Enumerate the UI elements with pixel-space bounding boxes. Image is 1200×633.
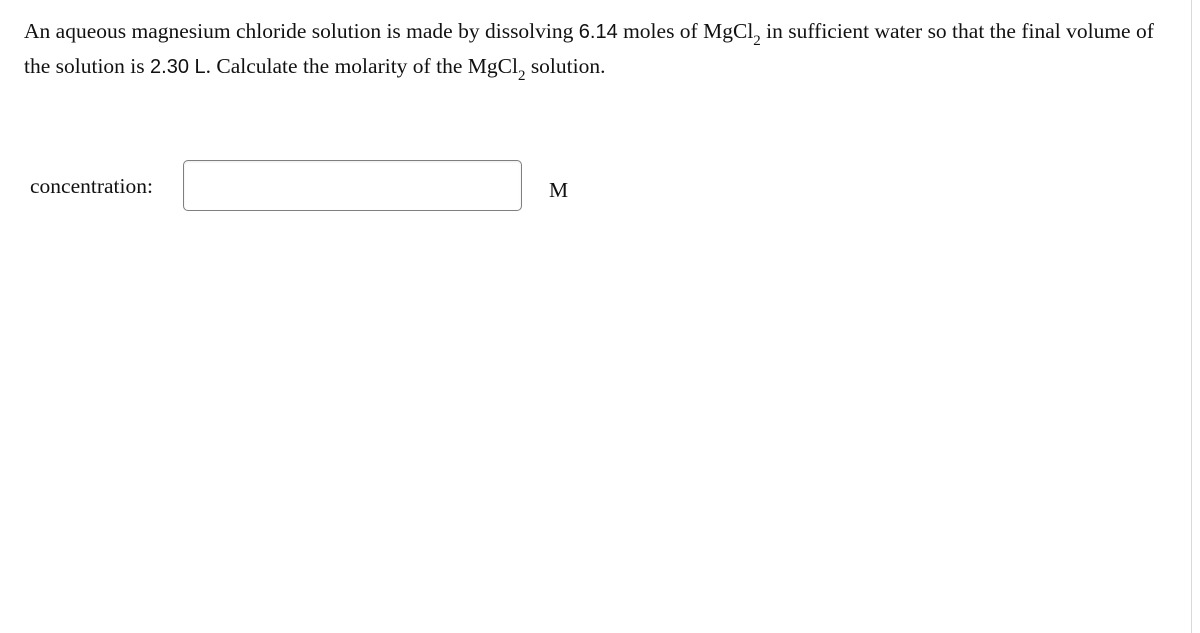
question-text-part: solution. [525,54,606,78]
question-text-part: An aqueous magnesium chloride solution is made by dissolving [24,19,579,43]
question-text [24,14,1174,84]
answer-row [30,160,630,212]
formula-subscript: 2 [753,32,761,49]
unit-label: M [549,178,569,202]
concentration-label: concentration: [30,174,153,198]
concentration-input[interactable] [183,160,522,211]
formula-base: MgCl [467,54,518,78]
chemical-formula [467,54,526,84]
question-text-part: in sufficient water so that the final volume of the solution is [24,19,1154,78]
question-text-part: . Calculate the molarity of the [205,54,468,78]
formula-base: MgCl [703,19,754,43]
formula-subscript: 2 [517,67,526,84]
chemical-formula [703,19,761,49]
moles-value: 6.14 [578,21,618,43]
volume-value: 2.30 L [150,56,206,78]
question-text-part: moles of [617,19,704,43]
